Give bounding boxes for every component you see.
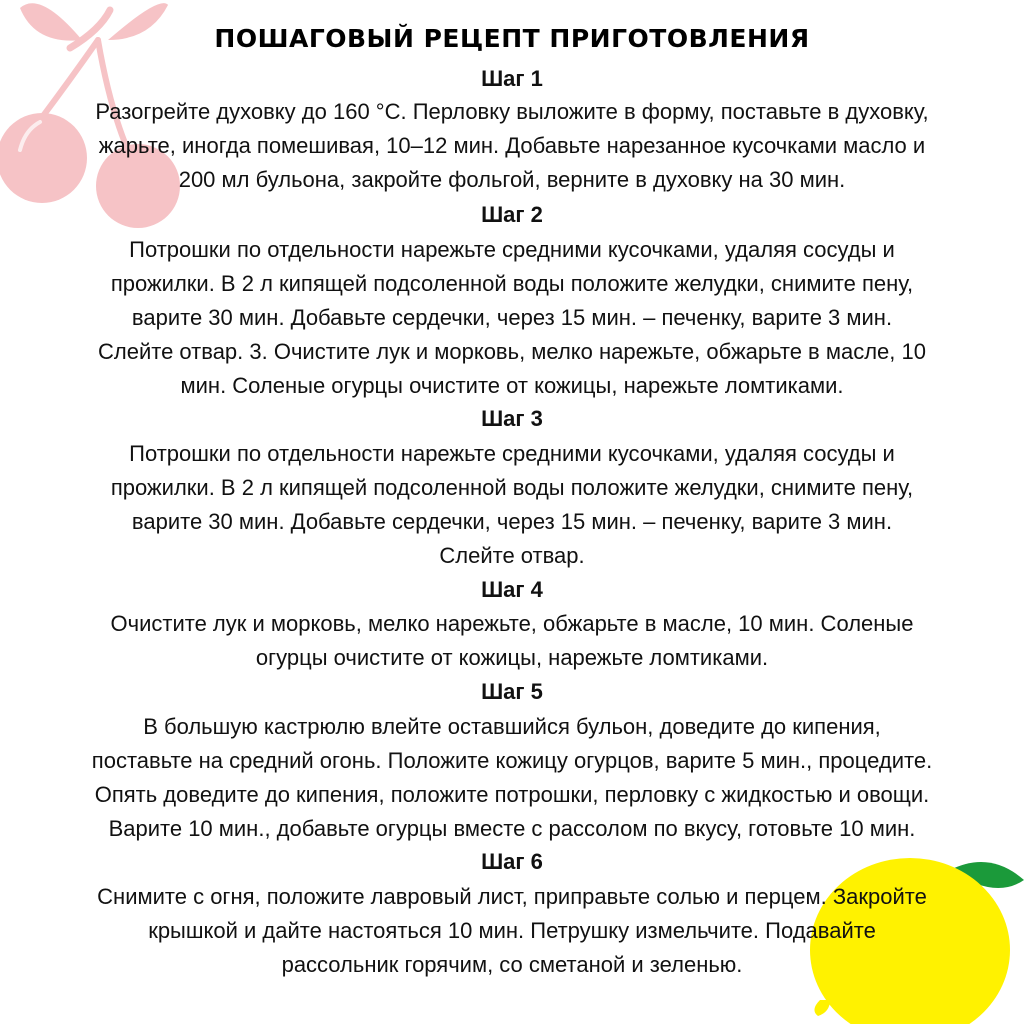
- step-4-line-2: огурцы очистите от кожицы, нарежьте ломтиками.: [255, 645, 769, 670]
- step-5-line-3: Опять доведите до кипения, положите потрошки, перловку с жидкостью и овощи.: [94, 782, 930, 807]
- step-1-text: [30, 95, 994, 197]
- step-2-line-4: Слейте отвар. 3. Очистите лук и морковь, мелко нарежьте, обжарьте в масле, 10: [98, 339, 926, 364]
- step-5-line-4: Варите 10 мин., добавьте огурцы вместе с рассолом по вкусу, готовьте 10 мин.: [108, 816, 916, 841]
- step-3-line-3: варите 30 мин. Добавьте сердечки, через 15 мин. – печенку, варите 3 мин.: [131, 509, 893, 534]
- step-2-line-5: мин. Соленые огурцы очистите от кожицы, нарежьте ломтиками.: [180, 373, 844, 398]
- step-1-line-3: 200 мл бульона, закройте фольгой, верните в духовку на 30 мин.: [178, 167, 846, 192]
- step-5-label: Шаг 5: [481, 679, 543, 704]
- step-2-label: Шаг 2: [481, 202, 543, 227]
- step-3-line-1: Потрошки по отдельности нарежьте средними кусочками, удаляя сосуды и: [129, 441, 895, 466]
- step-1-line-1: Разогрейте духовку до 160 °С. Перловку выложите в форму, поставьте в духовку,: [95, 99, 929, 124]
- step-5-line-1: В большую кастрюлю влейте оставшийся бульон, доведите до кипения,: [143, 714, 881, 739]
- step-6-line-2: крышкой и дайте настояться 10 мин. Петрушку измельчите. Подавайте: [148, 918, 876, 943]
- step-3-text: [30, 437, 994, 573]
- step-4-text: [30, 607, 994, 675]
- step-4-label: Шаг 4: [481, 577, 543, 602]
- step-4-line-1: Очистите лук и морковь, мелко нарежьте, обжарьте в масле, 10 мин. Соленые: [110, 611, 914, 636]
- step-6-label: Шаг 6: [481, 849, 543, 874]
- step-6-line-1: Снимите с огня, положите лавровый лист, приправьте солью и перцем. Закройте: [97, 884, 927, 909]
- step-3-line-2: прожилки. В 2 л кипящей подсоленной воды положите желудки, снимите пену,: [110, 475, 914, 500]
- step-2-line-3: варите 30 мин. Добавьте сердечки, через 15 мин. – печенку, варите 3 мин.: [131, 305, 893, 330]
- step-2-text: [30, 233, 994, 403]
- step-1-label: Шаг 1: [481, 66, 543, 91]
- step-1-line-2: жарьте, иногда помешивая, 10–12 мин. Добавьте нарезанное кусочками масло и: [98, 133, 926, 158]
- step-2-line-2: прожилки. В 2 л кипящей подсоленной воды положите желудки, снимите пену,: [110, 271, 914, 296]
- step-6-line-3: рассольник горячим, со сметаной и зеленью.: [281, 952, 743, 977]
- page-title: ПОШАГОВЫЙ РЕЦЕПТ ПРИГОТОВЛЕНИЯ: [214, 24, 810, 53]
- step-5-text: [30, 710, 994, 846]
- step-6-text: [30, 880, 994, 982]
- step-5-line-2: поставьте на средний огонь. Положите кожицу огурцов, варите 5 мин., процедите.: [91, 748, 933, 773]
- step-3-line-4: Слейте отвар.: [439, 543, 585, 568]
- step-2-line-1: Потрошки по отдельности нарежьте средними кусочками, удаляя сосуды и: [129, 237, 895, 262]
- step-3-label: Шаг 3: [481, 406, 543, 431]
